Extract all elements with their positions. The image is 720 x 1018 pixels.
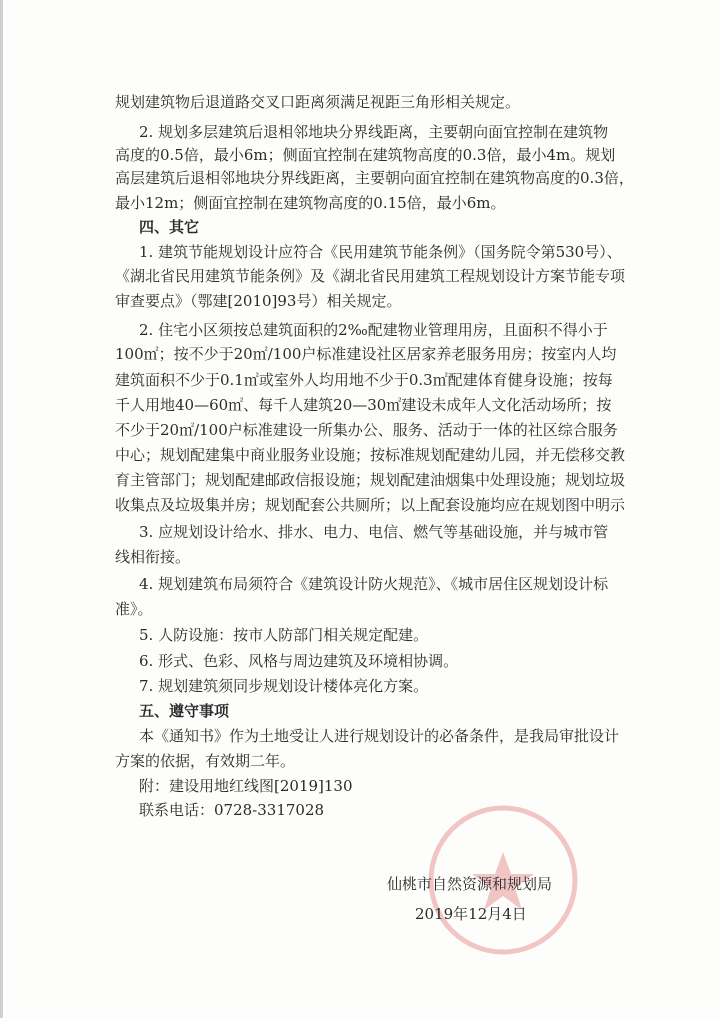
text-line: 2. 规划多层建筑后退相邻地块分界线距离，主要朝向面宜控制在建筑物 [139, 123, 609, 141]
text-line: 方案的依据，有效期二年。 [115, 752, 296, 770]
text-line: 3. 应规划设计给水、排水、电力、电信、燃气等基础设施，并与城市管 [139, 523, 609, 541]
contact-phone-line: 联系电话：0728-3317028 [139, 801, 325, 819]
text-line: 线相衔接。 [115, 548, 191, 566]
text-line: 100㎡；按不少于20㎡/100户标准建设社区居家养老服务用房；按室内人均 [115, 345, 617, 363]
attachment-line: 附：建设用地红线图[2019]130 [139, 777, 353, 795]
text-line: 育主管部门；规划配建邮政信报设施；规划配建油烟集中处理设施；规划垃圾 [115, 471, 626, 489]
text-line: 高度的0.5倍，最小6m；侧面宜控制在建筑物高度的0.3倍，最小4m。规划 [115, 146, 616, 164]
text-line: 高层建筑后退相邻地块分界线距离，主要朝向面宜控制在建筑物高度的0.3倍， [115, 169, 634, 187]
text-line: 4. 规划建筑布局须符合《建筑设计防火规范》、《城市居住区规划设计标 [139, 575, 609, 593]
text-line: 最小12m；侧面宜控制在建筑物高度的0.15倍，最小6m。 [115, 194, 506, 212]
text-line: 5. 人防设施：按市人防部门相关规定配建。 [139, 626, 429, 644]
text-line: 2. 住宅小区须按总建筑面积的2‰配建物业管理用房，且面积不得小于 [139, 321, 608, 339]
text-line: 不少于20㎡/100户标准建设一所集办公、服务、活动于一体的社区综合服务 [115, 421, 618, 439]
text-line: 建筑面积不少于0.1㎡或室外人均用地不少于0.3㎡配建体育健身设施；按每 [115, 371, 613, 389]
issue-date: 2019年12月4日 [415, 905, 527, 923]
text-line: 1. 建筑节能规划设计应符合《民用建筑节能条例》（国务院令第530号）、 [139, 243, 622, 261]
text-line: 千人用地40—60㎡、每千人建筑20—30㎡建设未成年人文化活动场所；按 [115, 396, 612, 414]
text-line: 6. 形式、色彩、风格与周边建筑及环境相协调。 [139, 652, 459, 670]
text-line: 中心；规划配建集中商业服务业设施；按标准规划配建幼儿园，并无偿移交教 [115, 446, 626, 464]
text-line: 规划建筑物后退道路交叉口距离须满足视距三角形相关规定。 [115, 93, 521, 111]
text-line: 收集点及垃圾集并房；规划配套公共厕所；以上配套设施均应在规划图中明示 [115, 496, 626, 514]
issuer-name: 仙桃市自然资源和规划局 [387, 875, 553, 893]
text-line: 本《通知书》作为土地受让人进行规划设计的必备条件，是我局审批设计 [139, 727, 620, 745]
text-line: 7. 规划建筑须同步规划设计楼体亮化方案。 [139, 677, 429, 695]
text-line: 审查要点》（鄂建[2010]93号）相关规定。 [115, 292, 402, 310]
text-line: 准》。 [115, 600, 153, 618]
section-heading: 五、遵守事项 [139, 702, 230, 720]
text-line: 《湖北省民用建筑节能条例》及《湖北省民用建筑工程规划设计方案节能专项 [115, 267, 626, 285]
section-heading: 四、其它 [139, 218, 200, 236]
